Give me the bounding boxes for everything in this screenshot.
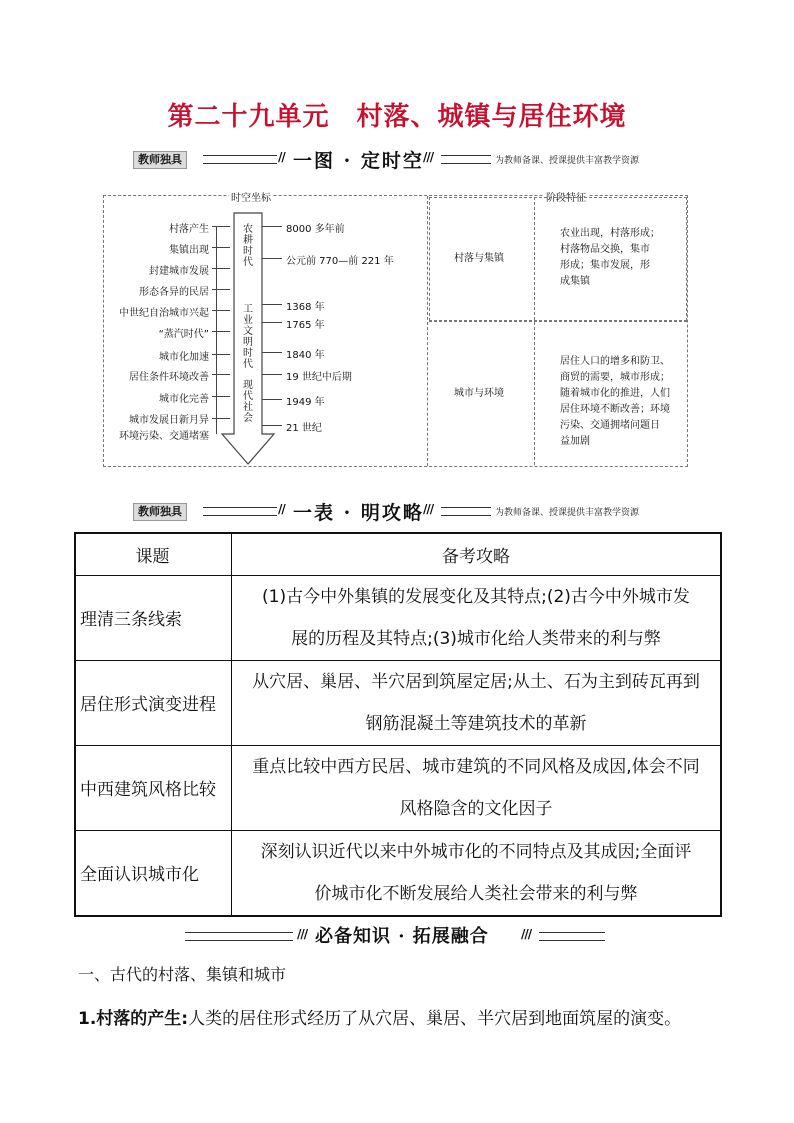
event-item: 村落产生 xyxy=(169,224,209,235)
strategy-line: 风格隐含的文化因子 xyxy=(399,798,553,819)
stage-feature: 成集镇 xyxy=(560,276,590,287)
table-row xyxy=(75,830,721,916)
stage-name: 村落与集镇 xyxy=(454,253,504,264)
decor-lines xyxy=(441,507,491,516)
decor-slash: /// xyxy=(521,927,532,941)
stage-feature: 商贸的需要，城市形成； xyxy=(560,372,670,383)
stage-label: 阶段特征 xyxy=(544,189,588,204)
divider xyxy=(427,196,428,466)
knowledge-point xyxy=(78,1004,681,1029)
point-text: 人类的居住形式经历了从穴居、巢居、半穴居到地面筑屋的演变。 xyxy=(188,1009,682,1029)
tick xyxy=(262,399,282,400)
point-colon: : xyxy=(181,1009,189,1029)
banner-map xyxy=(133,150,673,170)
strategy-cell xyxy=(232,660,722,745)
topic-cell: 中西建筑风格比较 xyxy=(75,745,232,830)
event-item: 形态各异的民居 xyxy=(139,287,209,298)
event-item: 城市化加速 xyxy=(159,352,209,363)
event-item: 居住条件环境改善 xyxy=(129,372,209,383)
divider xyxy=(534,197,535,465)
table-header-row xyxy=(75,533,721,575)
stage-feature: 益加剧 xyxy=(560,436,590,447)
tick xyxy=(262,322,282,323)
stage-feature: 村落物品交换，集市 xyxy=(560,244,650,255)
event-item: 城市发展日新月异 xyxy=(129,415,209,426)
section-heading: 一、古代的村落、集镇和城市 xyxy=(78,965,287,984)
banner-heading: 一图 · 定时空 xyxy=(293,150,424,172)
header-cell: 备考攻略 xyxy=(232,533,722,575)
topic-cell: 居住形式演变进程 xyxy=(75,660,232,745)
table-row xyxy=(75,575,721,660)
strategy-cell xyxy=(232,830,722,916)
date-item: 19 世纪中后期 xyxy=(286,372,352,383)
strategy-line: 深刻认识近代以来中外城市化的不同特点及其成因;全面评 xyxy=(260,841,692,862)
decor-slash: /// xyxy=(297,927,308,941)
banner-note: 为教师备课、授课提供丰富教学资源 xyxy=(495,508,640,518)
stage-feature: 农业出现，村落形成； xyxy=(560,228,660,239)
divider xyxy=(429,321,687,322)
stage-feature: 随着城市化的推进，人们 xyxy=(560,388,670,399)
decor-slash: /// xyxy=(423,150,434,164)
banner-heading: 必备知识 · 拓展融合 xyxy=(315,926,489,947)
strategy-table xyxy=(74,532,722,917)
decor-lines xyxy=(203,507,277,516)
banner-note: 为教师备课、授课提供丰富教学资源 xyxy=(495,156,640,166)
topic-cell: 全面认识城市化 xyxy=(75,830,232,916)
strategy-line: 展的历程及其特点;(3)城市化给人类带来的利与弊 xyxy=(291,628,661,649)
decor-slash: // xyxy=(278,502,285,516)
tick xyxy=(262,304,282,305)
bracket-line xyxy=(216,226,217,434)
strategy-line: 重点比较中西方民居、城市建筑的不同风格及成因,体会不同 xyxy=(252,756,700,777)
stage-feature: 居住人口的增多和防卫、 xyxy=(560,356,670,367)
strategy-cell xyxy=(232,745,722,830)
decor-lines xyxy=(441,155,491,164)
date-item: 1765 年 xyxy=(286,320,325,331)
tick xyxy=(262,374,282,375)
decor-lines xyxy=(203,155,277,164)
stage-name: 城市与环境 xyxy=(454,388,504,399)
era-label: 现代社会 xyxy=(243,380,253,424)
decor-lines xyxy=(185,932,293,941)
date-item: 21 世纪 xyxy=(286,423,322,434)
stage-feature: 污染、交通拥堵问题日 xyxy=(560,420,660,431)
date-item: 1368 年 xyxy=(286,302,325,313)
table-row xyxy=(75,660,721,745)
event-item: 环境污染、交通堵塞 xyxy=(119,431,209,442)
event-item: 中世纪自治城市兴起 xyxy=(119,308,209,319)
topic-cell: 理清三条线索 xyxy=(75,575,232,660)
strategy-line: 钢筋混凝土等建筑技术的革新 xyxy=(365,713,587,734)
date-item: 公元前 770—前 221 年 xyxy=(286,256,394,267)
decor-slash: /// xyxy=(423,502,434,516)
banner-heading: 一表 · 明攻略 xyxy=(293,502,424,524)
stage-feature: 居住环境不断改善；环境 xyxy=(560,404,670,415)
teacher-badge: 教师独具 xyxy=(133,503,187,521)
date-item: 1840 年 xyxy=(286,350,325,361)
point-number: 1. xyxy=(78,1009,97,1029)
event-item: 集镇出现 xyxy=(169,245,209,256)
date-item: 8000 多年前 xyxy=(286,224,345,235)
era-label: 农耕时代 xyxy=(243,224,253,268)
date-item: 1949 年 xyxy=(286,397,325,408)
strategy-line: 从穴居、巢居、半穴居到筑屋定居;从土、石为主到砖瓦再到 xyxy=(252,671,700,692)
tick xyxy=(262,258,282,259)
timeline-diagram xyxy=(103,195,688,467)
tick xyxy=(262,352,282,353)
event-item: 封建城市发展 xyxy=(149,266,209,277)
timeline-label: 时空坐标 xyxy=(229,189,273,204)
banner-knowledge xyxy=(185,924,605,948)
strategy-cell xyxy=(232,575,722,660)
header-cell: 课题 xyxy=(75,533,232,575)
table-row xyxy=(75,745,721,830)
decor-lines xyxy=(539,932,605,941)
point-label: 村落的产生 xyxy=(96,1009,182,1029)
event-item: “蒸汽时代” xyxy=(158,329,209,340)
page-title: 第二十九单元 村落、城镇与居住环境 xyxy=(167,102,627,132)
teacher-badge: 教师独具 xyxy=(133,151,187,169)
strategy-line: 价城市化不断发展给人类社会带来的利与弊 xyxy=(314,883,638,904)
event-item: 城市化完善 xyxy=(159,394,209,405)
era-label: 工业文明时代 xyxy=(243,304,253,370)
tick xyxy=(262,425,282,426)
tick xyxy=(262,226,282,227)
stage-feature: 形成；集市发展，形 xyxy=(560,260,650,271)
banner-table xyxy=(133,502,673,522)
decor-slash: // xyxy=(278,150,285,164)
strategy-line: (1)古今中外集镇的发展变化及其特点;(2)古今中外城市发 xyxy=(262,586,690,607)
